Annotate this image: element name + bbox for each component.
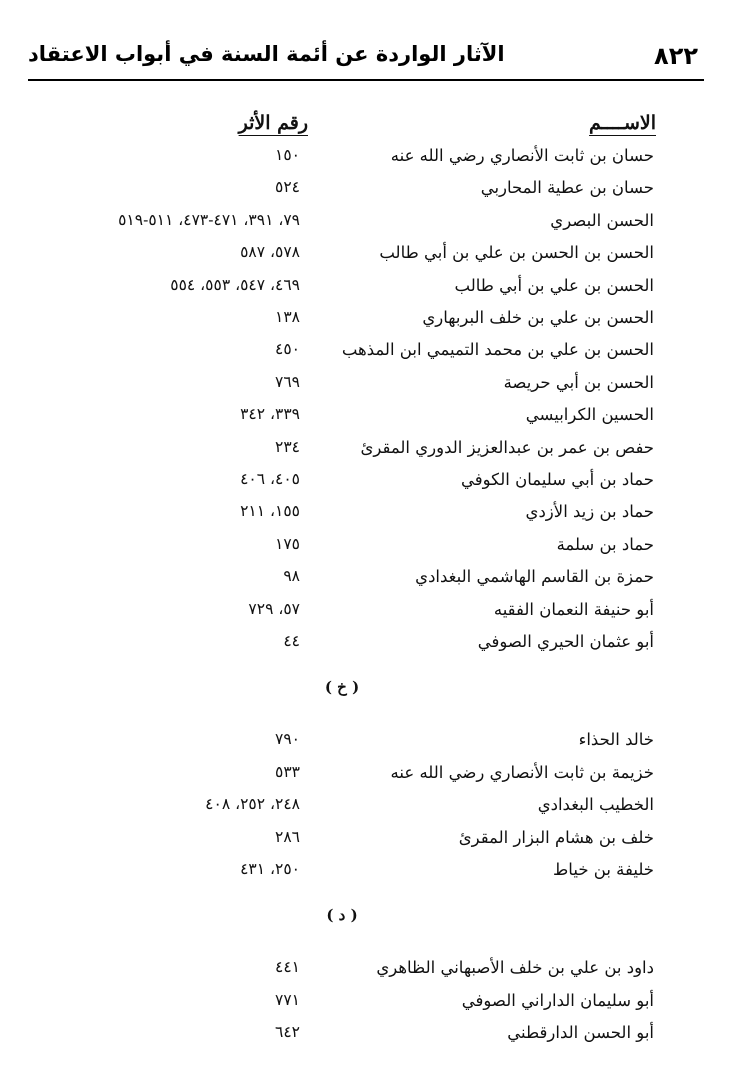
entry-references: ١٥٥، ٢١١	[240, 502, 300, 521]
index-row	[0, 146, 744, 178]
entry-references: ٩٨	[283, 567, 300, 586]
header-rule	[28, 79, 704, 81]
entry-references: ٧٦٩	[275, 372, 300, 391]
index-row	[0, 405, 744, 437]
entry-name: حماد بن أبي سليمان الكوفي	[460, 470, 654, 489]
entry-references: ٧٩، ٣٩١، ٤٧١-٤٧٣، ٥١١-٥١٩	[118, 210, 300, 229]
entry-name: الحسن بن علي بن محمد التميمي ابن المذهب	[341, 340, 654, 360]
entry-name: أبو عثمان الحيري الصوفي	[477, 632, 654, 651]
entry-references: ٢٨٦	[275, 827, 300, 846]
index-row	[0, 470, 744, 502]
entry-references: ٢٣٤	[275, 437, 300, 456]
entry-references: ١٣٨	[275, 308, 300, 326]
index-row	[0, 243, 744, 275]
entry-name: أبو سليمان الداراني الصوفي	[461, 990, 654, 1010]
entry-references: ٧٧١	[275, 990, 300, 1009]
entry-references: ٤٤	[283, 632, 300, 650]
entry-name: الحسن البصري	[550, 210, 654, 230]
index-row	[0, 340, 744, 372]
index-row	[0, 567, 744, 599]
entry-references: ٥٢٤	[275, 178, 300, 197]
entry-references: ٧٩٠	[275, 730, 300, 749]
page-header	[28, 38, 704, 76]
entry-name: خليفة بن خياط	[553, 860, 654, 879]
entry-name: حماد بن زيد الأزدي	[525, 502, 654, 522]
entry-name: الحسن بن علي بن أبي طالب	[454, 275, 654, 295]
entry-name: الخطيب البغدادي	[537, 795, 654, 815]
entry-references: ٥٣٣	[275, 762, 300, 781]
entry-references: ٤٤١	[275, 958, 300, 977]
index-row	[0, 276, 744, 308]
name-column-header: الاســــم	[589, 112, 656, 134]
index-row	[0, 632, 744, 664]
entry-name: حمزة بن القاسم الهاشمي البغدادي	[415, 567, 654, 587]
entry-name: خلف بن هشام البزار المقرئ	[458, 827, 654, 847]
index-row	[0, 1023, 744, 1055]
entry-name: الحسن بن أبي حريصة	[503, 372, 654, 392]
entry-name: الحسن بن علي بن خلف البربهاري	[422, 308, 654, 327]
index-row	[0, 438, 744, 470]
index-row	[0, 763, 744, 795]
index-row	[0, 991, 744, 1023]
entry-references: ٥٧، ٧٢٩	[248, 599, 300, 618]
index-row	[0, 308, 744, 340]
index-row	[0, 860, 744, 892]
entry-references: ٤٦٩، ٥٤٧، ٥٥٣، ٥٥٤	[170, 275, 300, 294]
entry-name: الحسن بن الحسن بن علي بن أبي طالب	[379, 243, 654, 263]
entry-references: ١٥٠	[275, 146, 300, 164]
index-row	[0, 730, 744, 762]
entry-references: ١٧٥	[275, 534, 300, 553]
entry-name: حماد بن سلمة	[556, 534, 654, 554]
index-row	[0, 373, 744, 405]
entry-name: أبو الحسن الدارقطني	[507, 1023, 654, 1043]
entry-name: أبو حنيفة النعمان الفقيه	[493, 599, 654, 619]
page-number: ٨٢٢	[654, 42, 698, 70]
index-row	[0, 535, 744, 567]
entry-name: خالد الحذاء	[578, 730, 654, 750]
entry-name: الحسين الكرابيسي	[525, 405, 654, 425]
index-row	[0, 828, 744, 860]
entry-name: خزيمة بن ثابت الأنصاري رضي الله عنه	[390, 762, 654, 782]
entry-name: حسان بن ثابت الأنصاري رضي الله عنه	[390, 146, 654, 165]
index-row	[0, 600, 744, 632]
entry-references: ٤٠٥، ٤٠٦	[240, 470, 300, 488]
index-row	[0, 795, 744, 827]
entry-name: داود بن علي بن خلف الأصبهاني الظاهري	[376, 958, 654, 978]
entry-references: ٤٥٠	[275, 340, 300, 359]
index-row	[0, 502, 744, 534]
section-letter: ( د )	[326, 906, 358, 925]
entry-name: حفص بن عمر بن عبدالعزيز الدوري المقرئ	[360, 437, 654, 457]
reference-column-header: رقم الأثر	[238, 112, 308, 134]
index-row	[0, 211, 744, 243]
index-row	[0, 178, 744, 210]
entry-references: ٣٣٩، ٣٤٢	[240, 405, 300, 424]
index-row	[0, 958, 744, 990]
section-letter: ( خ )	[324, 678, 360, 697]
entry-references: ٢٥٠، ٤٣١	[240, 860, 300, 878]
entry-references: ٢٤٨، ٢٥٢، ٤٠٨	[205, 795, 300, 814]
entry-name: حسان بن عطية المحاربي	[480, 178, 654, 198]
running-title: الآثار الواردة عن أئمة السنة في أبواب الاعتقاد	[28, 42, 505, 66]
entry-references: ٦٤٢	[275, 1023, 300, 1042]
entry-references: ٥٧٨، ٥٨٧	[240, 243, 300, 262]
